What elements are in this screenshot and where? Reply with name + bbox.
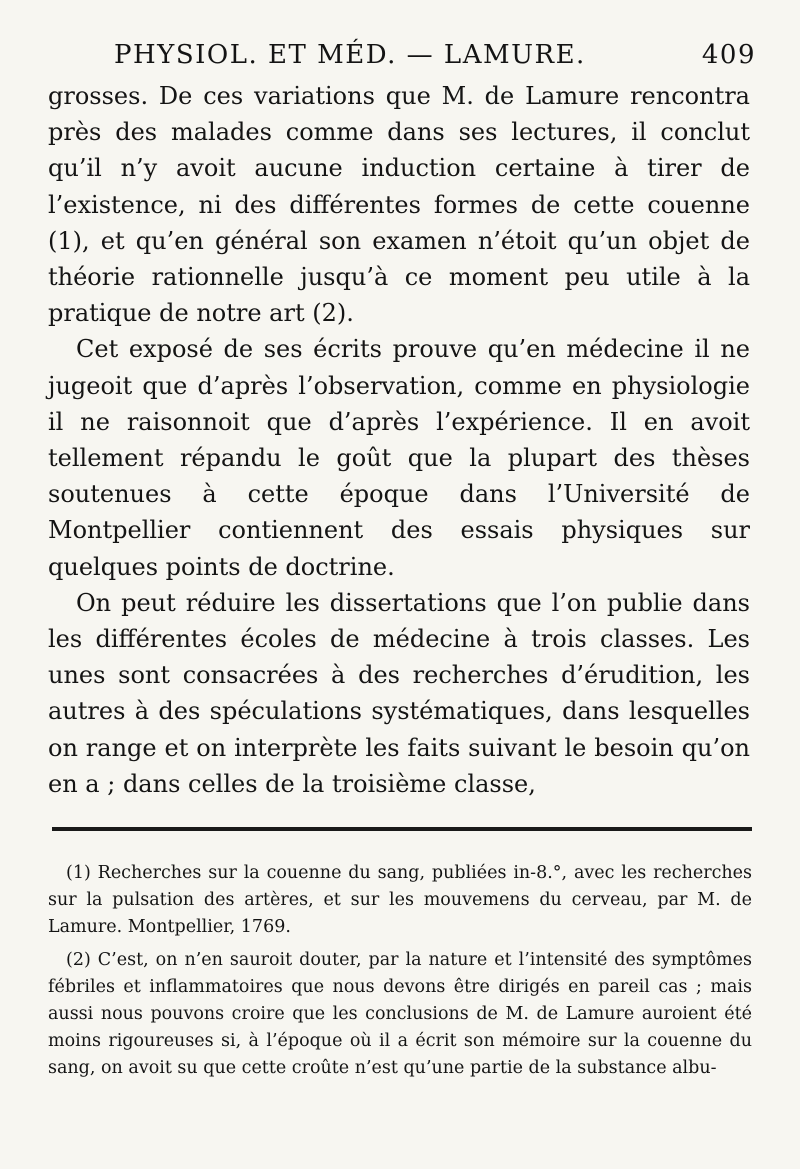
main-text	[48, 78, 750, 802]
footnote-2: (2) C’est, on n’en sauroit douter, par la nature et l’intensité des symptômes fébriles et inflammatoires que nous devons être dirigés en pareil cas ; mais aussi nous pouvons croire que les conclusions de M. de Lamure auroient été moins rigoureuses si, à l’époque où il a écrit son mémoire sur la couenne du sang, on avoit su que cette croûte n’est qu’une partie de la substance albu-	[48, 950, 752, 1078]
footnotes	[48, 860, 752, 1088]
page-number: 409	[701, 40, 756, 70]
running-title: PHYSIOL. ET MÉD. — LAMURE.	[114, 40, 586, 70]
paragraph: Cet exposé de ses écrits prouve qu’en médecine il ne jugeoit que d’après l’observation, comme en physiologie il ne raisonnoit que d’après l’expérience. Il en avoit tellement répandu le goût que la plupart des thèses soutenues à cette époque dans l’Université de Montpellier contiennent des essais physiques sur quelques points de doctrine.	[48, 335, 750, 581]
paragraph: On peut réduire les dissertations que l’on publie dans les différentes écoles de médecine à trois classes. Les unes sont consacrées à des recherches d’érudition, les autres à des spéculations systématiques, dans lesquelles on range et on interprète les faits suivant le besoin qu’on en a ; dans celles de la troisième classe,	[48, 588, 750, 798]
footnote-separator-rule	[52, 827, 752, 831]
paragraph-continued: grosses. De ces variations que M. de Lamure rencontra près des malades comme dans ses lectures, il conclut qu’il n’y avoit aucune induction certaine à tirer de l’existence, ni des différentes formes de cette couenne (1), et qu’en général son examen n’étoit qu’un objet de théorie rationnelle jusqu’à ce moment peu utile à la pratique de notre art (2).	[48, 82, 750, 328]
footnote-1: (1) Recherches sur la couenne du sang, publiées in-8.°, avec les recherches sur la pulsation des artères, et sur les mouvemens du cerveau, par M. de Lamure. Montpellier, 1769.	[48, 863, 752, 937]
running-header	[114, 40, 756, 80]
